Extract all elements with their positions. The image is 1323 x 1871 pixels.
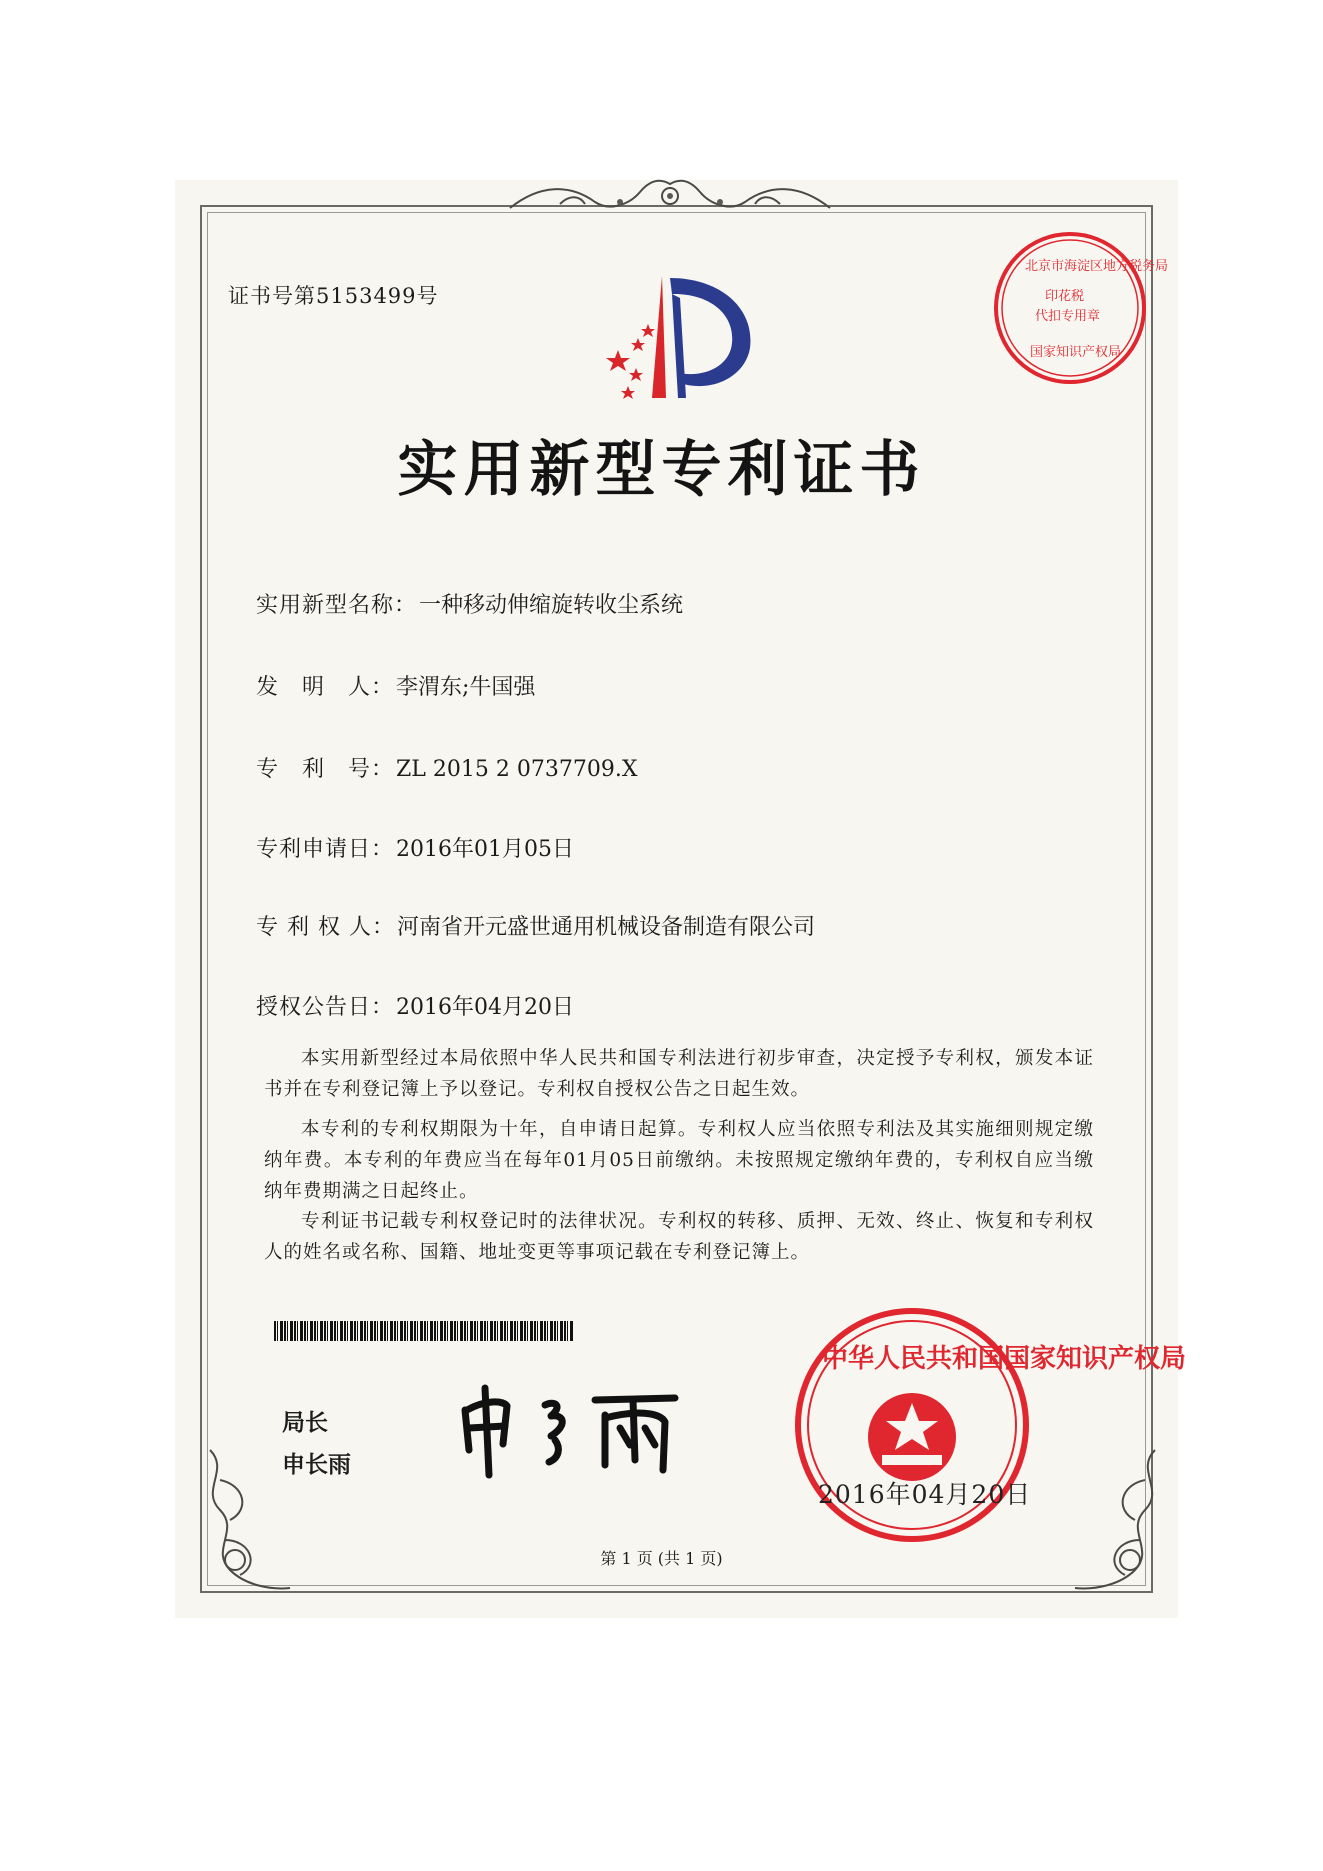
field-label: 专 利 权 人： — [256, 915, 395, 940]
filing-date-row — [256, 832, 574, 863]
svg-text:印花税: 印花税 — [1045, 289, 1085, 304]
utility-model-name-row — [256, 588, 683, 619]
field-label: 专利申请日： — [256, 837, 395, 862]
field-label: 专 利 号： — [256, 757, 395, 782]
inventor-row — [256, 670, 535, 701]
director-name: 申长雨 — [282, 1452, 351, 1478]
svg-text:国家知识产权局: 国家知识产权局 — [1030, 345, 1122, 360]
patent-office-logo — [590, 268, 770, 408]
field-label: 实用新型名称： — [256, 593, 418, 618]
patentee-row — [256, 910, 815, 941]
body-paragraph-1: 本实用新型经过本局依照中华人民共和国专利法进行初步审查，决定授予专利权，颁发本证书并在专利登记簿上予以登记。专利权自授权公告之日起生效。 — [264, 1048, 1094, 1100]
field-value: 李渭东;牛国强 — [396, 675, 536, 700]
field-value: 2016年01月05日 — [396, 837, 574, 862]
field-value: 河南省开元盛世通用机械设备制造有限公司 — [396, 915, 815, 940]
bottom-right-ornament — [1055, 1440, 1175, 1600]
body-paragraph-3: 专利证书记载专利权登记时的法律状况。专利权的转移、质押、无效、终止、恢复和专利权人的姓名或名称、国籍、地址变更等事项记载在专利登记簿上。 — [264, 1211, 1094, 1263]
field-value: 2016年04月20日 — [396, 995, 574, 1020]
tax-stamp-seal — [990, 228, 1169, 388]
field-value: ZL 2015 2 0737709.X — [396, 757, 638, 782]
director-title: 局长 — [282, 1410, 328, 1436]
seal-date: 2016年04月20日 — [818, 1480, 1032, 1509]
field-label: 发 明 人： — [256, 675, 395, 700]
field-value: 一种移动伸缩旋转收尘系统 — [419, 593, 684, 618]
certificate-number: 证书号第5153499号 — [228, 284, 439, 308]
page-footer: 第 1 页 (共 1 页) — [600, 1549, 723, 1568]
body-paragraph-2: 本专利的专利权期限为十年，自申请日起算。专利权人应当依照专利法及其实施细则规定缴纳年费。本专利的年费应当在每年01月05日前缴纳。未按照规定缴纳年费的，专利权自应当缴纳年费期满之日起终止。 — [264, 1119, 1094, 1202]
barcode — [274, 1321, 574, 1341]
svg-text:北京市海淀区地方税务局: 北京市海淀区地方税务局 — [1025, 259, 1169, 274]
field-label: 授权公告日： — [256, 995, 395, 1020]
top-ornament — [500, 174, 840, 218]
announcement-date-row — [256, 990, 574, 1021]
certificate-title: 实用新型专利证书 — [397, 435, 926, 505]
patent-number-row — [256, 752, 638, 783]
svg-text:中华人民共和国国家知识产权局: 中华人民共和国国家知识产权局 — [822, 1344, 1187, 1374]
svg-text:代扣专用章: 代扣专用章 — [1035, 309, 1101, 324]
director-signature — [455, 1370, 695, 1480]
